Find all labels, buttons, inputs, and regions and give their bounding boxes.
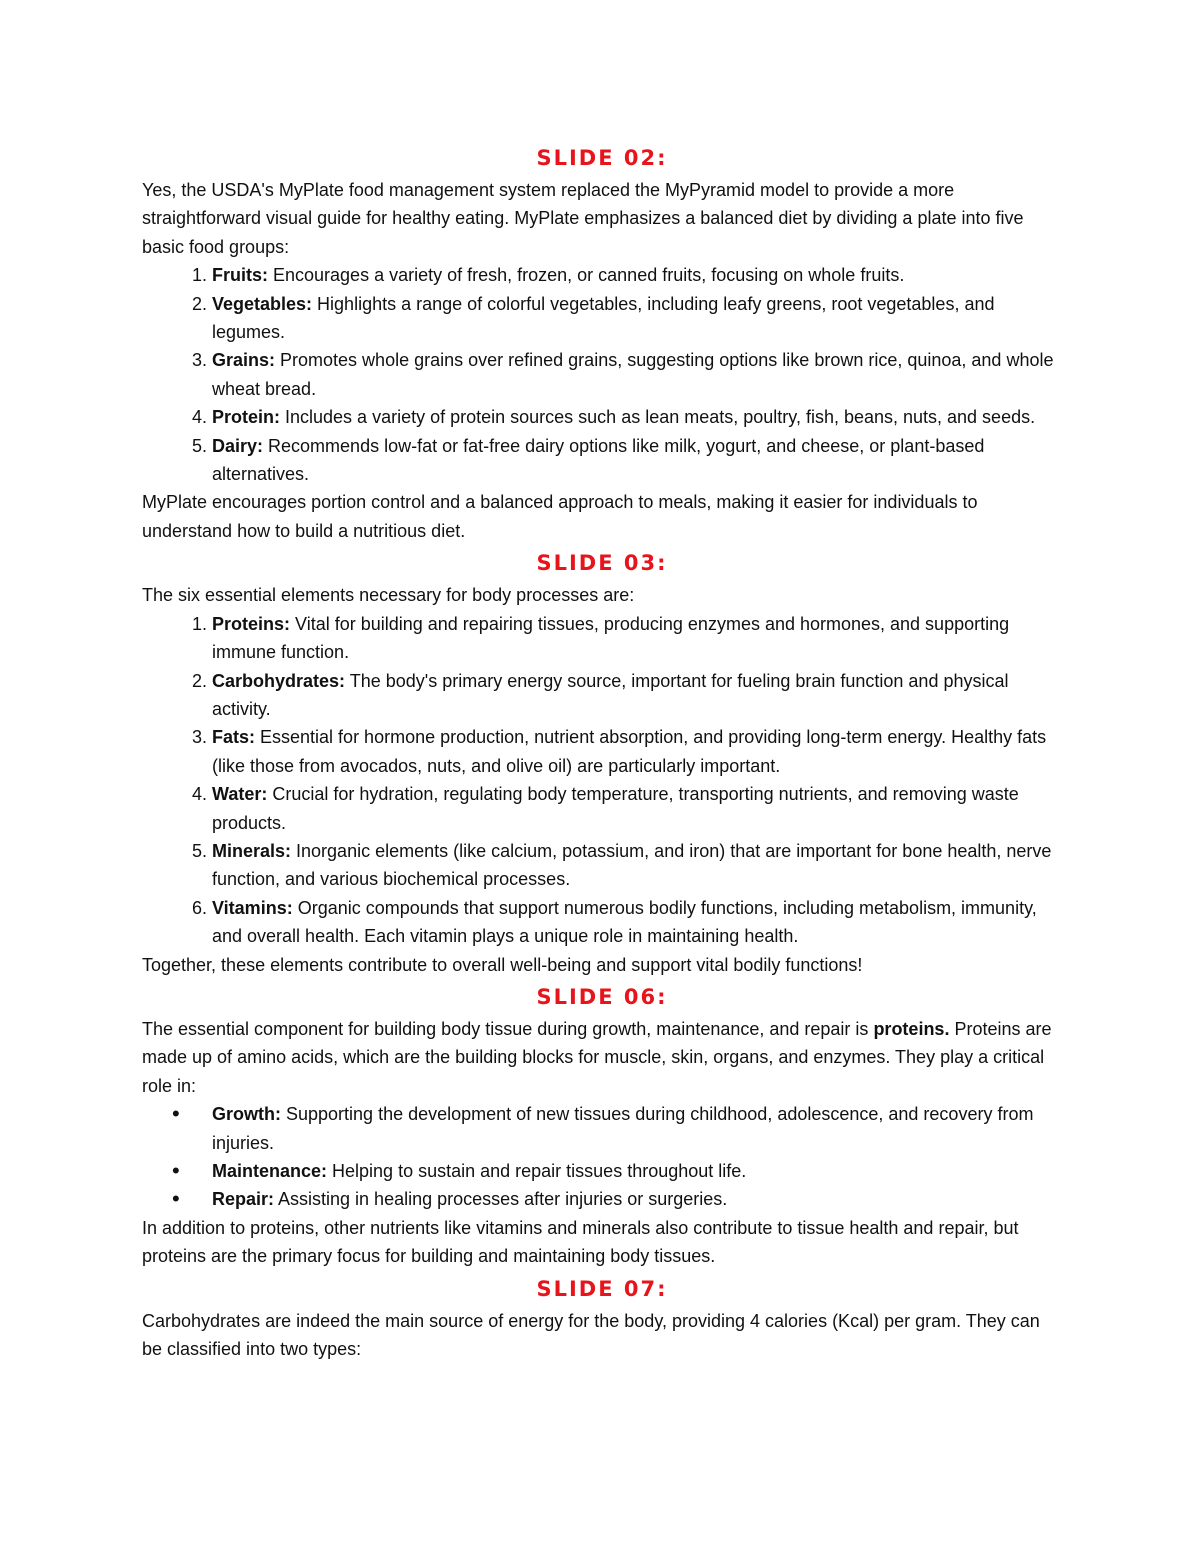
- slide-02-section: [142, 140, 1062, 545]
- list-item: [212, 837, 1062, 894]
- essential-elements-list: [142, 610, 1062, 951]
- list-item-term: Protein:: [212, 407, 281, 428]
- list-item-text: Promotes whole grains over refined grains, suggesting options like brown rice, quinoa, and whole wheat bread.: [212, 350, 1054, 399]
- list-item-term: Minerals:: [212, 840, 292, 861]
- list-item: [212, 403, 1062, 431]
- list-item: [212, 1100, 1062, 1157]
- slide-07-section: [142, 1271, 1062, 1364]
- list-item: [212, 1185, 1062, 1213]
- list-item: [212, 723, 1062, 780]
- list-item-text: Organic compounds that support numerous bodily functions, including metabolism, immunity, and overall health. Each vitamin plays a unique role in maintaining health.: [212, 897, 1037, 947]
- list-item-text: Supporting the development of new tissues during childhood, adolescence, and recovery from injuries.: [212, 1104, 1034, 1153]
- slide-06-intro-rest: Proteins are made up of amino acids, which are the building blocks for muscle, skin, organs, and enzymes. They play a critical role in:: [142, 1018, 1052, 1096]
- list-item-text: Recommends low-fat or fat-free dairy options like milk, yogurt, and cheese, or plant-based alternatives.: [212, 435, 985, 485]
- list-item-text: Helping to sustain and repair tissues throughout life.: [327, 1161, 747, 1181]
- list-item-term: Grains:: [212, 350, 276, 371]
- slide-06-heading: SLIDE 06:: [536, 984, 668, 1009]
- slide-06-section: [142, 979, 1062, 1271]
- list-item-text: Assisting in healing processes after injuries or surgeries.: [274, 1189, 728, 1210]
- list-item-text: Essential for hormone production, nutrient absorption, and providing long-term energy. Healthy fats (like those from avocados, nuts, and olive oil) are particularly important.: [212, 727, 1047, 776]
- list-item-text: Crucial for hydration, regulating body temperature, transporting nutrients, and removing waste products.: [212, 784, 1019, 833]
- slide-02-intro: Yes, the USDA's MyPlate food management system replaced the MyPyramid model to provide a more straightforward visual guide for healthy eating. MyPlate emphasizes a balanced diet by dividing a plate into five basic food groups:: [142, 180, 1024, 257]
- list-item: [212, 1157, 1062, 1185]
- list-item-text: Encourages a variety of fresh, frozen, or canned fruits, focusing on whole fruits.: [268, 265, 905, 286]
- document-page: [142, 140, 1062, 1363]
- list-item: [212, 667, 1062, 724]
- list-item: [212, 894, 1062, 951]
- list-item-term: Proteins:: [212, 613, 291, 634]
- list-item-term: Repair:: [212, 1189, 275, 1210]
- list-item-term: Growth:: [212, 1104, 281, 1125]
- slide-07-intro: Carbohydrates are indeed the main source of energy for the body, providing 4 calories (Kcal) per gram. They can be classified into two types:: [142, 1310, 1040, 1360]
- list-item-text: Highlights a range of colorful vegetables, including leafy greens, root vegetables, and legumes.: [212, 293, 995, 343]
- slide-03-intro: The six essential elements necessary for body processes are:: [142, 585, 635, 606]
- food-groups-list: [142, 261, 1062, 488]
- list-item: [212, 432, 1062, 489]
- list-item-text: The body's primary energy source, important for fueling brain function and physical activity.: [212, 670, 1009, 719]
- list-item-term: Fats:: [212, 727, 256, 748]
- slide-06-intro-bold: proteins.: [873, 1018, 950, 1039]
- list-item-text: Includes a variety of protein sources such as lean meats, poultry, fish, beans, nuts, and seeds.: [280, 407, 1036, 428]
- list-item-term: Fruits:: [212, 265, 268, 286]
- list-item-term: Dairy:: [212, 435, 264, 456]
- slide-06-outro: In addition to proteins, other nutrients like vitamins and minerals also contribute to tissue health and repair, but proteins are the primary focus for building and maintaining body tissues.: [142, 1217, 1019, 1267]
- protein-roles-list: [142, 1100, 1062, 1214]
- slide-06-intro-text: The essential component for building body tissue during growth, maintenance, and repair is: [142, 1018, 874, 1039]
- list-item: [212, 780, 1062, 837]
- slide-03-heading: SLIDE 03:: [536, 551, 668, 576]
- slide-03-outro: Together, these elements contribute to overall well-being and support vital bodily functions!: [142, 954, 863, 975]
- slide-02-outro: MyPlate encourages portion control and a balanced approach to meals, making it easier for individuals to understand how to build a nutritious diet.: [142, 492, 978, 541]
- slide-02-heading: SLIDE 02:: [536, 146, 668, 170]
- list-item: [212, 610, 1062, 667]
- list-item: [212, 290, 1062, 347]
- list-item-text: Vital for building and repairing tissues, producing enzymes and hormones, and supporting immune function.: [212, 613, 1010, 663]
- list-item: [212, 346, 1062, 403]
- list-item-term: Maintenance:: [212, 1161, 328, 1181]
- list-item-term: Water:: [212, 784, 268, 805]
- slide-06-intro: [142, 1015, 1062, 1100]
- list-item: [212, 261, 1062, 289]
- slide-07-heading: SLIDE 07:: [536, 1276, 668, 1301]
- list-item-text: Inorganic elements (like calcium, potassium, and iron) that are important for bone health, nerve function, and various biochemical processes.: [212, 840, 1052, 890]
- list-item-term: Carbohydrates:: [212, 670, 346, 691]
- list-item-term: Vitamins:: [212, 897, 293, 918]
- list-item-term: Vegetables:: [212, 293, 313, 314]
- slide-03-section: [142, 545, 1062, 979]
